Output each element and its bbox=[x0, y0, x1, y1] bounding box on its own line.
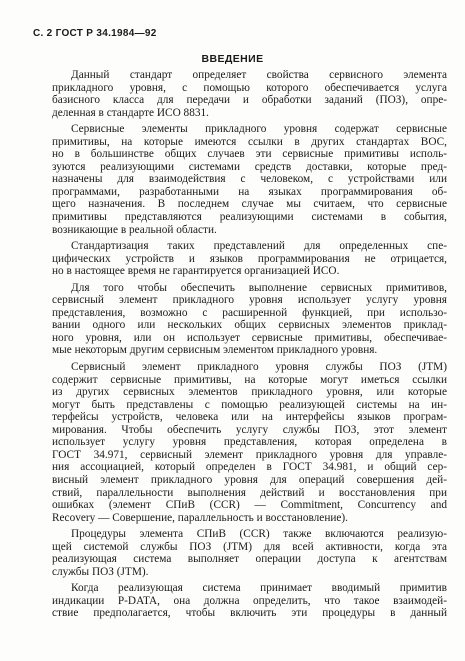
text-line: но в настоящее время не гарантируется организацией ИСО. bbox=[52, 265, 340, 278]
text-line: щего назначения. В последнем случае мы считаем, что сервисные bbox=[52, 198, 447, 211]
paragraph bbox=[52, 361, 447, 524]
text-line: но в большинстве общих случаев эти сервисные примитивы исполь- bbox=[52, 148, 447, 161]
text-line: использует услугу уровня представления, которая определена в bbox=[52, 436, 447, 449]
text-line: ния ассоциацией, который определен в ГОСТ 34.981, и общий сер- bbox=[52, 461, 447, 474]
text-line: вании одного или нескольких общих сервисных элементов приклад- bbox=[52, 319, 447, 332]
text-line: ствий, параллельности выполнения действий и восстановления при bbox=[52, 486, 447, 499]
text-line: представления, возможно с расширенной функцией, при использо- bbox=[52, 306, 447, 319]
paragraph bbox=[52, 240, 447, 278]
section-title: ВВЕДЕНИЕ bbox=[201, 53, 264, 65]
text-line: Процедуры элемента СПиВ (CCR) также включаются реализую- bbox=[71, 528, 447, 541]
paragraph bbox=[52, 582, 447, 620]
text-line: программами, разработанными на языках программирования об- bbox=[52, 185, 447, 198]
text-line: Для того чтобы обеспечить выполнение сервисных примитивов, bbox=[71, 281, 447, 294]
text-line: ствие предполагается, чтобы включить эти процедуры в данный bbox=[52, 607, 447, 620]
text-line: содержит сервисные примитивы, на которые могут иметься ссылки bbox=[52, 373, 447, 386]
text-line: ного уровня, или он использует сервисные примитивы, обеспечивае- bbox=[52, 331, 447, 344]
text-line: назначены для взаимодействия с человеком, с устройствами или bbox=[52, 173, 447, 186]
paragraph bbox=[52, 69, 447, 119]
text-line: из других сервисных элементов прикладного уровня, или которые bbox=[52, 386, 447, 399]
text-line: индикации P-DATA, она должна определить, что такое взаимодей- bbox=[52, 594, 447, 607]
text-line: примитивы представляются реализующими системами в события, bbox=[52, 211, 447, 224]
text-line: возникающие в реальной области. bbox=[52, 223, 217, 236]
text-line: могут быть представлены с помощью реализующей системы на ин- bbox=[52, 398, 447, 411]
text-line: базисного класса для передачи и обработки заданий (ПОЗ), опре- bbox=[52, 94, 447, 107]
paragraph bbox=[52, 123, 447, 236]
text-line: Данный стандарт определяет свойства сервисного элемента bbox=[71, 69, 447, 81]
text-line: ГОСТ 34.971, сервисный элемент прикладного уровня для управле- bbox=[52, 448, 447, 461]
text-line: деленная в стандарте ИСО 8831. bbox=[52, 106, 209, 119]
text-line: зуются реализующими системами средств доставки, которые пред- bbox=[52, 160, 447, 173]
paragraph bbox=[52, 282, 447, 357]
text-line: прикладного уровня, с помощью которого обеспечивается услуга bbox=[52, 81, 447, 94]
text-line: Стандартизация таких представлений для определенных спе- bbox=[71, 240, 447, 253]
text-line: ошибках (элемент СПиВ (CCR) — Commitment, Concurrency and bbox=[52, 499, 447, 512]
text-line: реализующая система выполняет операции доступа к агентствам bbox=[52, 553, 447, 566]
text-line: примитивы, на которые имеются ссылки в других стандартах ВОС, bbox=[52, 135, 447, 148]
text-line: сервисный элемент прикладного уровня использует услугу уровня bbox=[52, 294, 447, 307]
text-line: службы ПОЗ (JTM). bbox=[52, 565, 149, 578]
text-line: терфейсы устройств, человека или на интерфейсы языков програм- bbox=[52, 411, 447, 424]
document-body bbox=[52, 69, 447, 624]
text-line: Сервисные элементы прикладного уровня содержат сервисные bbox=[71, 123, 447, 136]
text-line: мирования. Чтобы обеспечить услугу службы ПОЗ, этот элемент bbox=[52, 423, 447, 436]
text-line: Когда реализующая система принимает вводимый примитив bbox=[71, 582, 447, 595]
text-line: цифических устройств и языков программирования не отрицается, bbox=[52, 252, 447, 265]
text-line: Сервисный элемент прикладного уровня службы ПОЗ (JTM) bbox=[71, 361, 447, 374]
page-header: С. 2 ГОСТ Р 34.1984—92 bbox=[33, 28, 157, 39]
text-line: висный элемент прикладного уровня для операций совершения дей- bbox=[52, 473, 447, 486]
text-line: щей системой службы ПОЗ (JTM) для всей активности, когда эта bbox=[52, 540, 447, 553]
text-line: Recovery — Совершение, параллельность и восстановление). bbox=[52, 511, 349, 524]
paragraph bbox=[52, 528, 447, 578]
text-line: мые некоторым другим сервисным элементом прикладного уровня. bbox=[52, 344, 378, 357]
